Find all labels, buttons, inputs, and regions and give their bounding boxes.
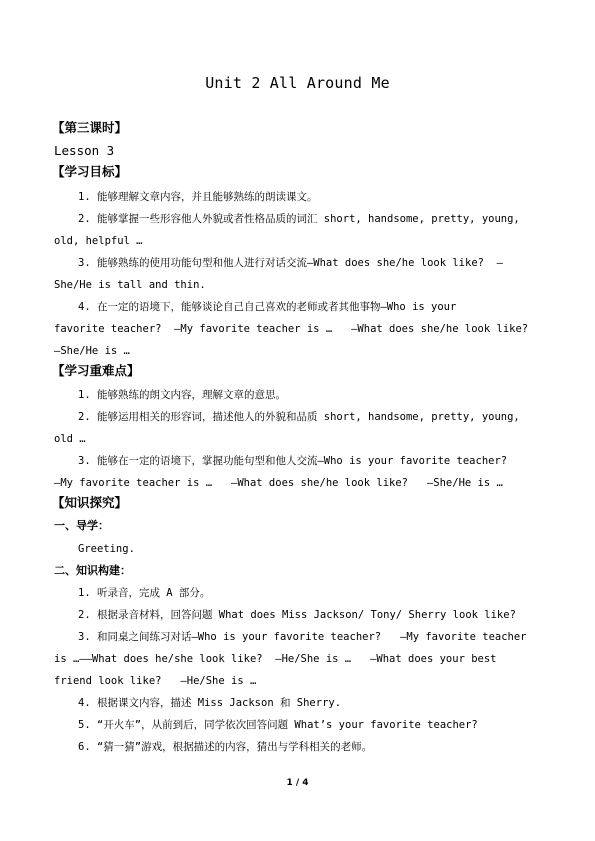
objective-line: 3. 能够熟练的使用功能句型和他人进行对话交流—What does she/he look like? — bbox=[78, 257, 503, 269]
objective-line: 2. 能够掌握一些形容他人外貌或者性格品质的词汇 short, handsome, pretty, young, bbox=[78, 213, 520, 225]
key-point-line: —My favorite teacher is … —What does she/he look like? —She/He is … bbox=[54, 477, 503, 489]
construction-line: 4. 根据课文内容，描述 Miss Jackson 和 Sherry. bbox=[78, 697, 342, 709]
construction-line: 6. “猜一猜”游戏，根据描述的内容，猜出与学科相关的老师。 bbox=[78, 741, 373, 753]
objective-line: favorite teacher? —My favorite teacher is … —What does she/he look like? bbox=[54, 323, 529, 335]
section-heading-key-points: 【学习重难点】 bbox=[52, 363, 140, 378]
construction-line: 2. 根据录音材料，回答问题 What does Miss Jackson/ Tony/ Sherry look like? bbox=[78, 609, 516, 621]
guide-text: Greeting. bbox=[78, 543, 135, 555]
construction-line: 1. 听录音，完成 A 部分。 bbox=[78, 587, 211, 599]
objective-line: 1. 能够理解文章内容，并且能够熟练的朗读课文。 bbox=[78, 191, 318, 203]
objective-line: She/He is tall and thin. bbox=[54, 279, 206, 291]
objective-line: old, helpful … bbox=[54, 235, 143, 247]
key-point-line: 1. 能够熟练的朗文内容，理解文章的意思。 bbox=[78, 389, 286, 401]
key-point-line: 3. 能够在一定的语境下，掌握功能句型和他人交流—Who is your favorite teacher? bbox=[78, 455, 508, 467]
construction-line: 5. “开火车”，从前到后，同学依次回答问题 What’s your favorite teacher? bbox=[78, 719, 478, 731]
construction-line: 3. 和同桌之间练习对话—Who is your favorite teacher? —My favorite teacher bbox=[78, 631, 527, 643]
section-heading-exploration: 【知识探究】 bbox=[52, 495, 128, 510]
page-number: 1 / 4 bbox=[286, 778, 309, 788]
objective-line: —She/He is … bbox=[54, 345, 130, 357]
section-heading-lesson-period: 【第三课时】 bbox=[52, 120, 128, 135]
construction-line: is …——What does he/she look like? —He/She is … —What does your best bbox=[54, 653, 497, 665]
key-point-line: 2. 能够运用相关的形容词，描述他人的外貌和品质 short, handsome, pretty, young, bbox=[78, 411, 520, 423]
subsection-heading-construction: 二、知识构建： bbox=[54, 564, 131, 577]
construction-line: friend look like? —He/She is … bbox=[54, 675, 257, 687]
section-heading-objectives: 【学习目标】 bbox=[52, 164, 128, 179]
key-point-line: old … bbox=[54, 433, 86, 445]
document-title: Unit 2 All Around Me bbox=[205, 74, 390, 92]
lesson-label: Lesson 3 bbox=[54, 143, 115, 158]
objective-line: 4. 在一定的语境下，能够谈论自己自己喜欢的老师或者其他事物—Who is your bbox=[78, 301, 457, 313]
subsection-heading-guide: 一、导学： bbox=[54, 519, 109, 532]
